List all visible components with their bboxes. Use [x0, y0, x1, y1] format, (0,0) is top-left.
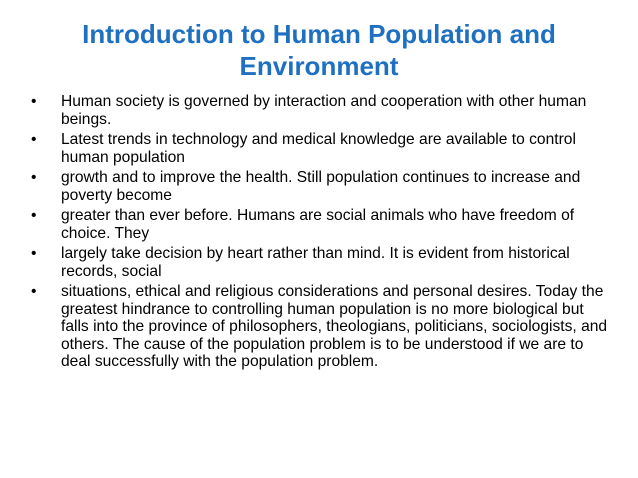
bullet-item — [31, 283, 613, 371]
slide-title-line-2: Environment — [239, 51, 399, 81]
bullet-list — [31, 93, 613, 374]
bullet-text: Latest trends in technology and medical knowledge are available to control human population — [61, 131, 576, 166]
bullet-dot-icon: • — [31, 283, 37, 300]
bullet-item — [31, 169, 613, 204]
bullet-item — [31, 207, 613, 242]
bullet-text: situations, ethical and religious considerations and personal desires. Today the greatest hindrance to controlling human population is no more biological but falls into the province of philosophers, theologians, politicians, sociologists, and others. The cause of the population problem is to be understood if we are to deal successfully with the population problem. — [61, 283, 608, 370]
bullet-text: largely take decision by heart rather than mind. It is evident from historical records, social — [61, 245, 570, 280]
slide-title — [40, 18, 598, 82]
bullet-text: growth and to improve the health. Still population continues to increase and poverty become — [61, 169, 581, 204]
bullet-item — [31, 245, 613, 280]
bullet-item — [31, 93, 613, 128]
bullet-dot-icon: • — [31, 207, 37, 224]
bullet-dot-icon: • — [31, 93, 37, 110]
bullet-dot-icon: • — [31, 131, 37, 148]
bullet-dot-icon: • — [31, 245, 37, 262]
bullet-dot-icon: • — [31, 169, 37, 186]
bullet-item — [31, 131, 613, 166]
bullet-text: greater than ever before. Humans are social animals who have freedom of choice. They — [61, 207, 575, 242]
slide-title-line-1: Introduction to Human Population and — [82, 19, 556, 49]
bullet-text: Human society is governed by interaction and cooperation with other human beings. — [61, 93, 587, 128]
